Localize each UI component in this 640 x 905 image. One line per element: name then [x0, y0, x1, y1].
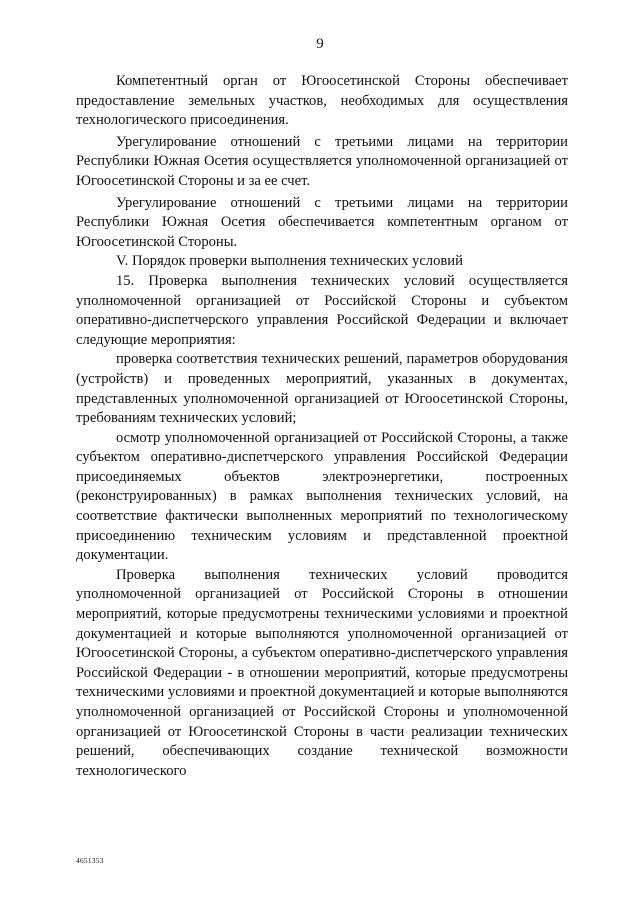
paragraph-clause-15: 15. Проверка выполнения технических условий осуществляется уполномоченной организацией от Российской Стороны и субъектом оперативно-диспетчерского управления Российской Федерации и включает следующие мероприятия:: [76, 272, 568, 348]
paragraph-land-plots: Компетентный орган от Югоосетинской Стороны обеспечивает предоставление земельных участков, необходимых для осуществления технологического присоединения.: [76, 73, 568, 129]
document-code: 4651353: [76, 856, 104, 865]
document-body: [76, 72, 568, 781]
page-number: 9: [316, 36, 324, 52]
paragraph-verification-scope: Проверка выполнения технических условий проводится уполномоченной организацией от Российской Стороны в отношении мероприятий, которые предусмотрены техническими условиями и проектной документацией и которые выполняются уполномоченной организацией от Югоосетинской Стороны, а субъектом оперативно-диспетчерского управления Российской Федерации - в отношении мероприятий, которые предусмотрены техническими условиями и проектной документацией и которые выполняются уполномоченной организацией от Российской Стороны и уполномоченной организацией от Югоосетинской Стороны в части реализации технических решений, обеспечивающих создание технической возможности технологического: [76, 566, 568, 779]
paragraph-third-parties-competent-body: Урегулирование отношений с третьими лицами на территории Республики Южная Осетия обеспечивается компетентным органом от Югоосетинской Стороны.: [76, 194, 568, 250]
section-heading: V. Порядок проверки выполнения технических условий: [116, 253, 463, 270]
paragraph-check-compliance: проверка соответствия технических решений, параметров оборудования (устройств) и проведенных мероприятий, указанных в документах, представленных уполномоченной организацией от Югоосетинской Стороны, требованиям технических условий;: [76, 351, 568, 427]
paragraph-inspection: осмотр уполномоченной организацией от Российской Стороны, а также субъектом оперативно-диспетчерского управления Российской Федерации присоединяемых объектов электроэнергетики, построенных (реконструированных) в рамках выполнения технических условий, на соответствие фактически выполненных мероприятий по технологическому присоединению техническим условиям и представленной проектной документации.: [76, 429, 568, 564]
paragraph-third-parties-settlement: Урегулирование отношений с третьими лицами на территории Республики Южная Осетия осуществляется уполномоченной организацией от Югоосетинской Стороны и за ее счет.: [76, 133, 568, 189]
